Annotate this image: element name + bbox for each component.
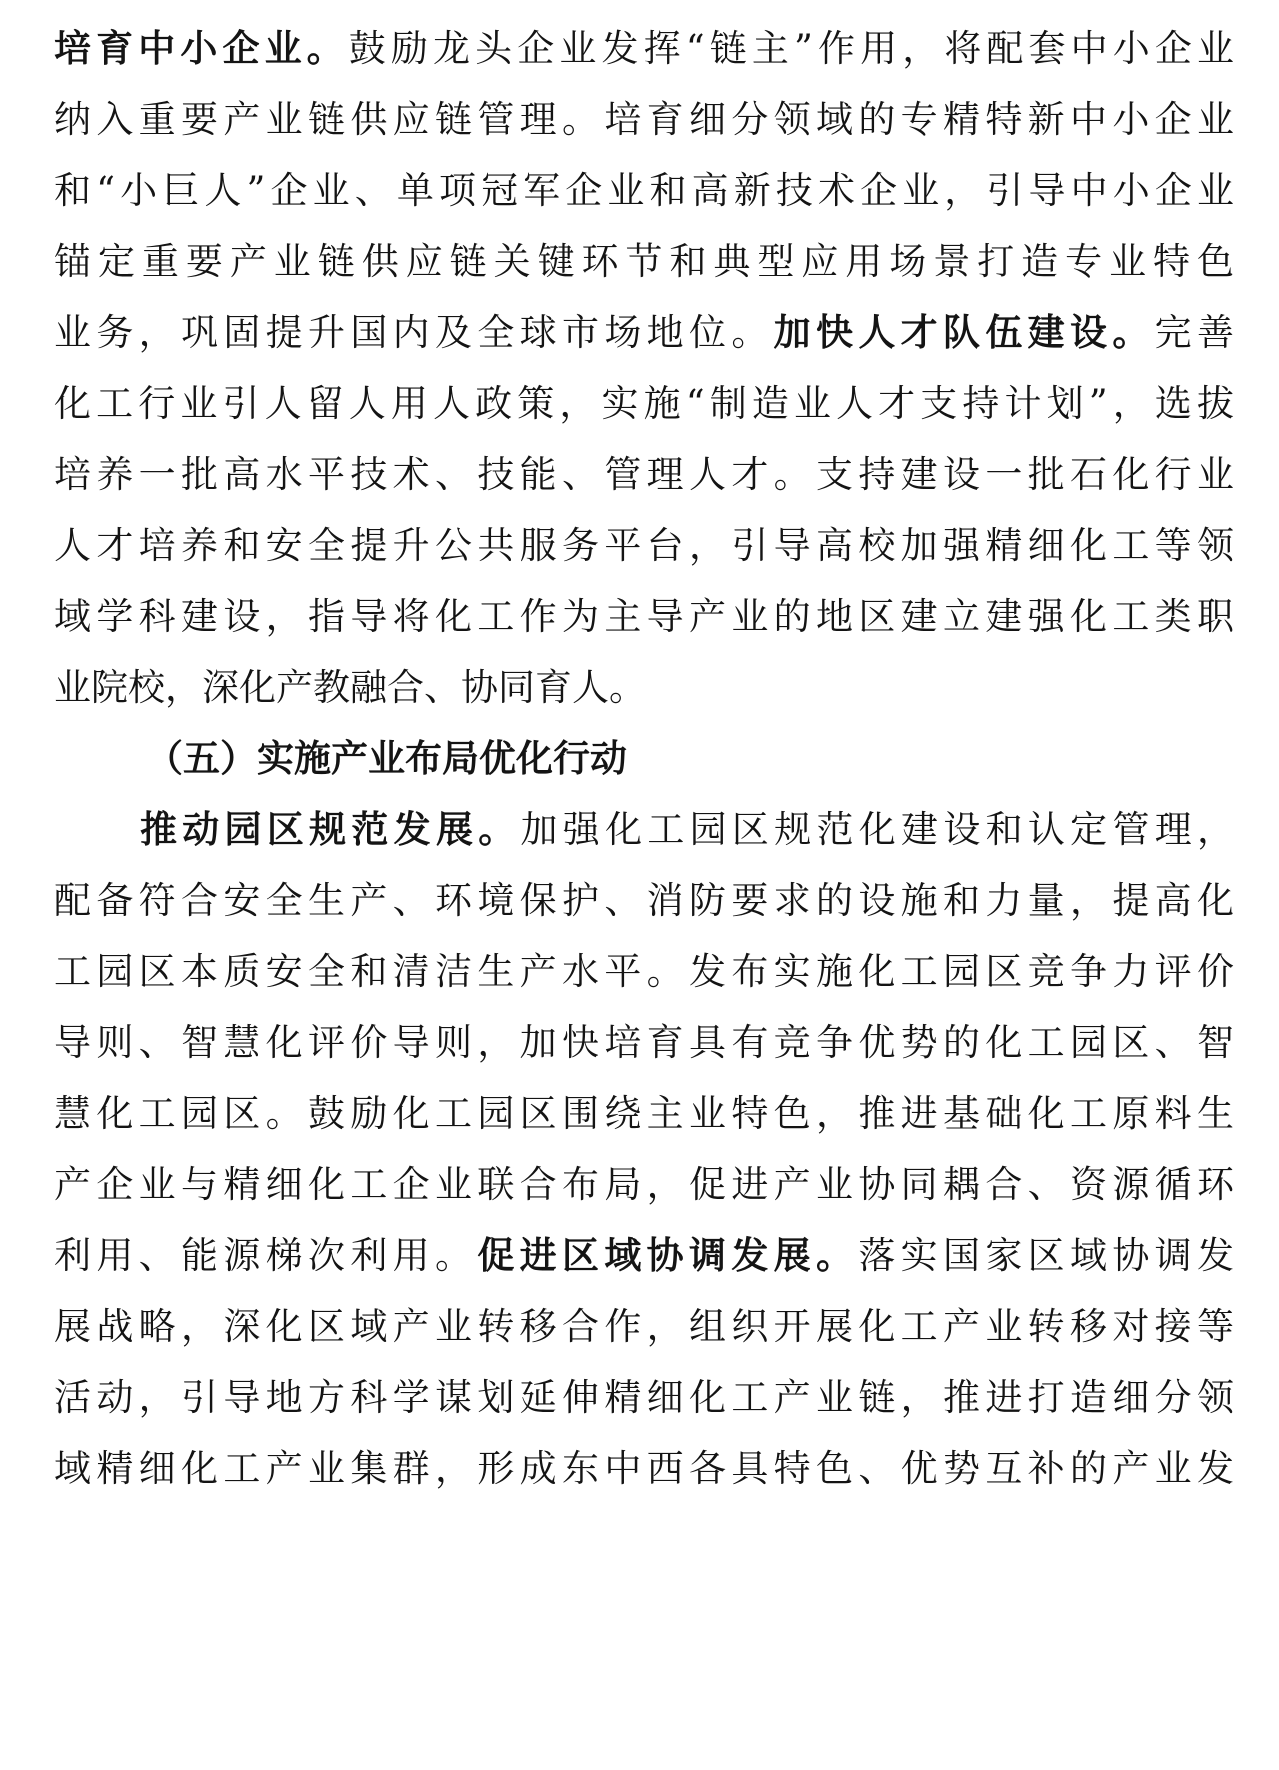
text-run: 和“小巨人”企业、单项冠军企业和高新技术企业，引导中小企业	[54, 169, 1234, 212]
text-run: 化工行业引人留人用人政策，实施“制造业人才支持计划”，选拔	[54, 382, 1234, 425]
bold-lead-phrase: 促进区域协调发展。	[477, 1234, 859, 1277]
text-run: 域学科建设，指导将化工作为主导产业的地区建立建强化工类职	[54, 595, 1234, 638]
text-line	[140, 795, 1234, 865]
text-run: 鼓励龙头企业发挥“链主”作用，将配套中小企业	[348, 27, 1234, 70]
text-line	[54, 298, 1234, 368]
text-run: 利用、能源梯次利用。	[54, 1234, 478, 1277]
text-line	[54, 1221, 1234, 1291]
text-line	[54, 227, 1234, 297]
text-line	[54, 937, 1234, 1007]
text-run: 导则、智慧化评价导则，加快培育具有竞争优势的化工园区、智	[54, 1021, 1234, 1064]
text-run: 配备符合安全生产、环境保护、消防要求的设施和力量，提高化	[54, 879, 1234, 922]
text-run: 业务，巩固提升国内及全球市场地位。	[54, 311, 774, 354]
text-line	[54, 440, 1234, 510]
text-run: 活动，引导地方科学谋划延伸精细化工产业链，推进打造细分领	[54, 1376, 1234, 1419]
text-run: 培养一批高水平技术、技能、管理人才。支持建设一批石化行业	[54, 453, 1234, 496]
text-line	[54, 866, 1234, 936]
text-line	[54, 1008, 1234, 1078]
text-line	[54, 511, 1234, 581]
text-line	[54, 85, 1234, 155]
text-run: 工园区本质安全和清洁生产水平。发布实施化工园区竞争力评价	[54, 950, 1234, 993]
bold-lead-phrase: 加快人才队伍建设。	[773, 311, 1155, 354]
text-line	[54, 1150, 1234, 1220]
text-line	[54, 1079, 1234, 1149]
text-run: 人才培养和安全提升公共服务平台，引导高校加强精细化工等领	[54, 524, 1234, 567]
text-run: 慧化工园区。鼓励化工园区围绕主业特色，推进基础化工原料生	[54, 1092, 1234, 1135]
text-line	[54, 582, 1234, 652]
text-run: 域精细化工产业集群，形成东中西各具特色、优势互补的产业发	[54, 1447, 1234, 1490]
text-line	[54, 369, 1234, 439]
bold-lead-phrase: 推动园区规范发展。	[140, 808, 521, 851]
text-line	[54, 1292, 1234, 1362]
text-line	[54, 156, 1234, 226]
text-run: 纳入重要产业链供应链管理。培育细分领域的专精特新中小企业	[54, 98, 1234, 141]
text-run: 落实国家区域协调发	[858, 1234, 1234, 1277]
text-run: 产企业与精细化工企业联合布局，促进产业协同耦合、资源循环	[54, 1163, 1234, 1206]
text-line	[54, 14, 1234, 84]
text-run: 业院校，深化产教融合、协同育人。	[54, 666, 646, 709]
bold-lead-phrase: 培育中小企业。	[54, 27, 349, 70]
text-run: 展战略，深化区域产业转移合作，组织开展化工产业转移对接等	[54, 1305, 1234, 1348]
text-line	[54, 1363, 1234, 1433]
text-run: 完善	[1154, 311, 1234, 354]
section-heading: （五）实施产业布局优化行动	[146, 737, 627, 780]
text-line	[54, 1434, 1234, 1504]
text-run: 锚定重要产业链供应链关键环节和典型应用场景打造专业特色	[54, 240, 1234, 283]
text-line	[54, 653, 1234, 723]
text-run: 加强化工园区规范化建设和认定管理，	[520, 808, 1234, 851]
